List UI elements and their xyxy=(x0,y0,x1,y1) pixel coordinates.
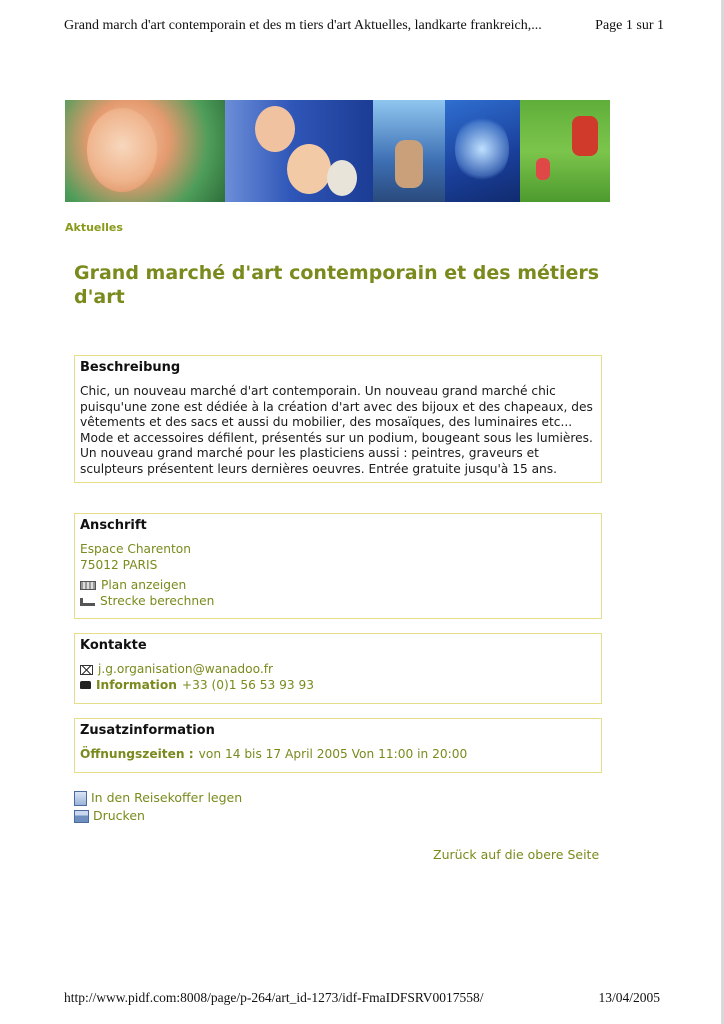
additional-info-heading: Zusatzinformation xyxy=(80,723,215,738)
print-footer xyxy=(64,990,660,1006)
description-text: Chic, un nouveau marché d'art contemporain. Un nouveau grand marché chic puisqu'une zone est dédiée à la création d'art avec des bijoux et des chapeaux, des vêtements et des sacs et aussi du mobilier, des mosaïques, des luminaires etc... Mode et accessoires défilent, présentés sur un podium, bougeant sous les lumières. Un nouveau grand marché pour les plasticiens aussi : peintres, graveurs et sculpteurs présentent leurs dernières oeuvres. Entrée gratuite jusqu'à 15 ans. xyxy=(80,384,593,476)
banner-photo-fountain xyxy=(445,100,520,202)
action-links xyxy=(74,789,242,825)
description-heading: Beschreibung xyxy=(80,360,181,375)
banner-photo-people xyxy=(225,100,373,202)
venue-city: 75012 PARIS xyxy=(80,557,158,572)
venue-name: Espace Charenton xyxy=(80,542,191,556)
opening-hours-label: Öffnungszeiten : xyxy=(80,747,194,761)
phone-label: Information xyxy=(96,677,177,692)
print-footer-date: 13/04/2005 xyxy=(598,990,660,1005)
contacts-heading: Kontakte xyxy=(80,638,147,653)
phone-row xyxy=(80,678,596,694)
route-link[interactable] xyxy=(80,594,596,610)
print-header-page: Page 1 sur 1 xyxy=(595,18,664,33)
page-title: Grand marché d'art contemporain et des métiers d'art xyxy=(74,262,600,308)
back-to-top-link[interactable]: Zurück auf die obere Seite xyxy=(433,847,600,862)
phone-number: +33 (0)1 56 53 93 93 xyxy=(181,677,315,692)
add-to-suitcase-label[interactable]: In den Reisekoffer legen xyxy=(91,790,243,805)
address-heading: Anschrift xyxy=(80,518,147,533)
map-link[interactable] xyxy=(80,578,596,594)
phone-icon xyxy=(80,681,91,689)
mail-icon xyxy=(80,665,93,675)
opening-hours-row xyxy=(80,747,596,763)
opening-hours-value: von 14 bis 17 April 2005 Von 11:00 in 20:00 xyxy=(198,747,468,761)
header-banner-image xyxy=(65,100,610,202)
banner-photo-child xyxy=(65,100,225,202)
email-row[interactable] xyxy=(80,662,596,678)
map-link-label[interactable]: Plan anzeigen xyxy=(101,578,187,593)
additional-info-box xyxy=(74,718,602,773)
suitcase-icon xyxy=(74,791,87,806)
printer-icon xyxy=(74,810,89,823)
contacts-box xyxy=(74,633,602,704)
banner-photo-park xyxy=(520,100,610,202)
print-link[interactable] xyxy=(74,807,242,825)
route-icon xyxy=(80,598,95,606)
description-box xyxy=(74,355,602,483)
map-icon xyxy=(80,581,96,590)
email-link[interactable]: j.g.organisation@wanadoo.fr xyxy=(98,662,274,676)
banner-photo-sky xyxy=(373,100,445,202)
print-label[interactable]: Drucken xyxy=(93,808,145,823)
print-header-title: Grand march d'art contemporain et des m tiers d'art Aktuelles, landkarte frankreich,... xyxy=(64,18,542,33)
address-box xyxy=(74,513,602,619)
print-header xyxy=(64,18,664,34)
route-link-label[interactable]: Strecke berechnen xyxy=(100,593,215,608)
breadcrumb-section[interactable]: Aktuelles xyxy=(65,221,123,234)
print-footer-url: http://www.pidf.com:8008/page/p-264/art_id-1273/idf-FmaIDFSRV0017558/ xyxy=(64,990,484,1005)
add-to-suitcase-link[interactable] xyxy=(74,789,242,807)
